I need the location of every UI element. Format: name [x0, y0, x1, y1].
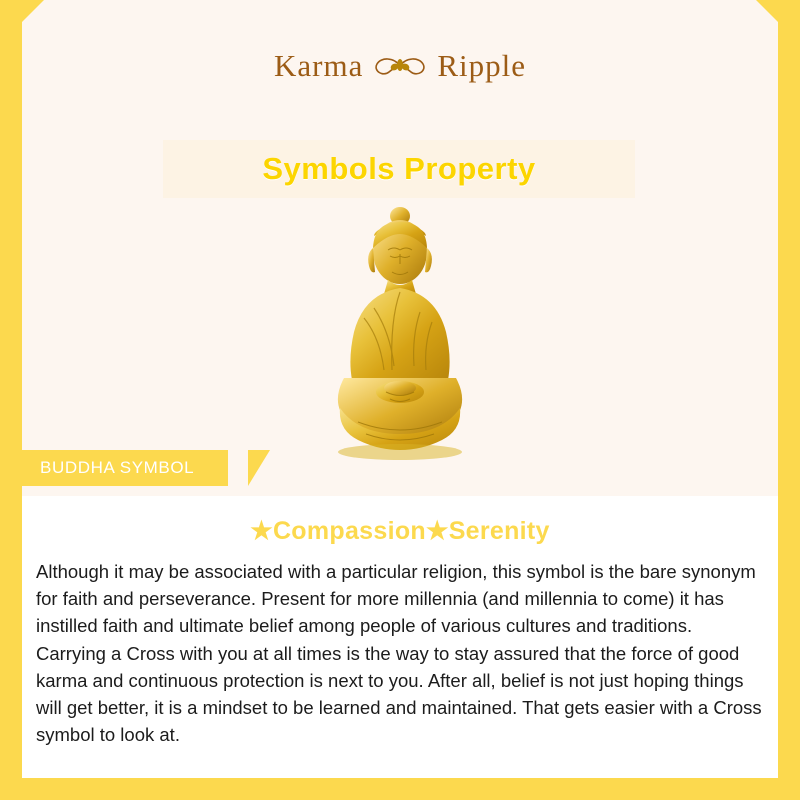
attribute-compassion: Compassion [272, 517, 426, 545]
brand-wordmark [274, 48, 526, 84]
symbol-tag [0, 450, 228, 486]
bottom-border-ribbon [0, 778, 800, 800]
symbol-tag-arrow [248, 450, 270, 486]
attribute-serenity: Serenity [448, 517, 550, 545]
top-right-corner-ribbon [756, 0, 800, 44]
description-paragraph: Although it may be associated with a particular religion, this symbol is the bare synonym for faith and perseverance. Present for more millennia (and millennia to come) it has instilled faith and ultimate belief among people of various cultures and traditions. Carrying a Cross with you at all times is the way to stay assured that the force of good karma and continuous protection is next to you. After all, belief is not just hoping things will get better, it is a mindset to be learned and maintained. That gets easier with a Cross symbol to look at. [36, 561, 762, 746]
star-icon-middle: ★ [425, 517, 449, 545]
golden-seated-buddha-statue [300, 196, 500, 486]
lotus-infinity-icon [371, 51, 429, 81]
star-icon-left: ★ [250, 517, 273, 545]
top-left-corner-ribbon [0, 0, 44, 44]
content-panel [22, 496, 778, 778]
brand-name-left: Karma [273, 48, 364, 83]
title-banner [163, 140, 635, 198]
brand-name-right: Ripple [437, 48, 526, 83]
symbol-tag-label: BUDDHA SYMBOL [40, 458, 195, 477]
brand-logo [0, 48, 800, 84]
attributes-subtitle [22, 516, 778, 546]
page-title: Symbols Property [262, 151, 536, 186]
